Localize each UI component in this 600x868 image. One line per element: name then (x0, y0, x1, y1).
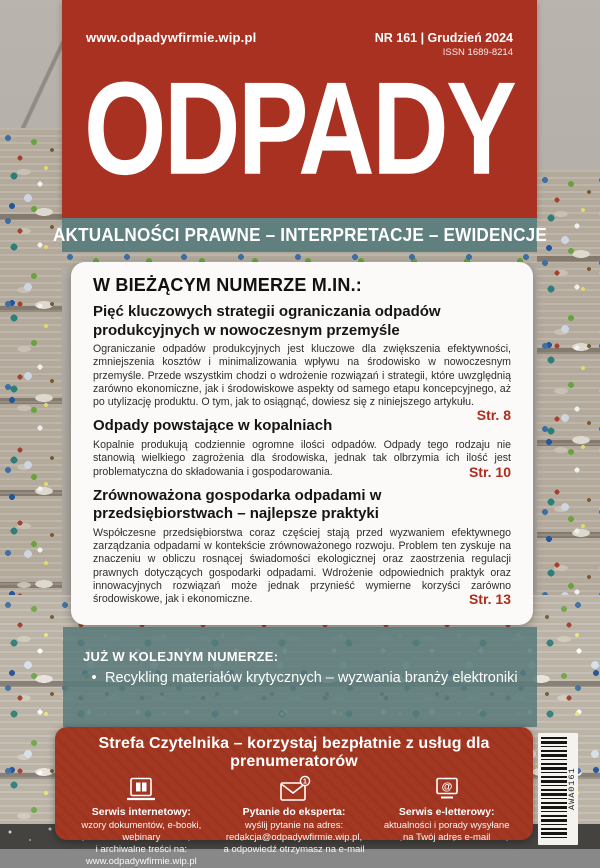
service-expert (218, 777, 371, 868)
service-line: i archiwalne treści na: (95, 843, 188, 855)
next-issue-item-text: Recykling materiałów krytycznych – wyzwania branży elektroniki (105, 670, 518, 686)
tagline-band (52, 218, 547, 252)
reader-zone (55, 727, 533, 867)
service-line: wzory dokumentów, e-booki, webinary (81, 820, 202, 843)
article-teaser (93, 303, 511, 424)
next-issue-heading: JUŻ W KOLEJNYM NUMERZE: (83, 649, 279, 664)
magazine-title: ODPADY (84, 55, 515, 203)
service-line: www.odpadywfirmie.wip.pl (85, 855, 197, 867)
page-reference: Str. 8 (476, 407, 511, 424)
service-web (65, 777, 218, 868)
service-newsletter (370, 777, 523, 868)
laptop-documents-icon (65, 777, 218, 803)
article-title: Pięć kluczowych strategii ograniczania odpadów produkcyjnych w nowoczesnym przemyśle (93, 303, 441, 339)
article-summary: Kopalnie produkują codziennie ogromne ilości odpadów. Odpady tego rodzaju nie stanowią wielkiego zagrożenia dla środowiska, jednak tak olbrzymia ich ilość jest problematyczna do składowania i gospodarowania. Str. 10 (93, 438, 511, 480)
page-reference: Str. 10 (468, 463, 511, 480)
service-line: wyślij pytanie na adres: (244, 820, 344, 832)
contents-heading: W BIEŻĄCYM NUMERZE M.IN.: (93, 275, 362, 295)
service-line: na Twój adres e-mail (402, 832, 491, 843)
reader-zone-heading: Strefa Czytelnika – korzystaj bezpłatnie z usług dla prenumeratorów (98, 735, 490, 770)
service-line: aktualności i porady wysyłane (383, 820, 510, 832)
article-summary: Współczesne przedsiębiorstwa coraz częściej stają przed wyzwaniem efektywnego zarządzania odpadami w kontekście zrównoważonego rozwoju. Problem ten zyskuje na znaczeniu w obliczu rosnącej świadomości ekologicznej oraz zaostrzenia regulacji prawnych dotyczących gospodarki odpadami. Wdrożenie odpowiednich praktyk oraz innowacyjnych rozwiązań może jednak przynieść wymierne korzyści zarówno środowiskowe, jak i ekonomiczne. Str. 13 (93, 526, 511, 608)
services-row (65, 777, 523, 868)
monitor-at-icon (370, 777, 523, 803)
next-issue-item (83, 670, 521, 686)
tagline-text: AKTUALNOŚCI PRAWNE – INTERPRETACJE – EWIDENCJE (52, 224, 547, 245)
service-title: Serwis internetowy: (91, 806, 191, 818)
article-title: Zrównoważona gospodarka odpadami w przedsiębiorstwach – najlepsze praktyki (93, 486, 382, 523)
masthead-top-bar (62, 0, 537, 60)
issue-number: NR 161 | Grudzień 2024 (374, 31, 513, 45)
service-title: Pytanie do eksperta: (242, 806, 346, 818)
article-title: Odpady powstające w kopalniach (93, 417, 333, 435)
barcode-code: AWA0161 (567, 767, 577, 811)
site-url: www.odpadywfirmie.wip.pl (86, 30, 257, 45)
page-reference: Str. 13 (468, 591, 511, 608)
badge-count: 1 (303, 778, 307, 786)
issn-number: ISSN 1689-8214 (442, 46, 513, 58)
masthead (62, 0, 537, 218)
article-teaser (93, 487, 511, 607)
contents-card (71, 262, 533, 625)
next-issue-band (63, 627, 537, 727)
service-line: a odpowiedź otrzymasz na e-mail (223, 843, 365, 855)
barcode-bars-icon (541, 737, 567, 841)
bullet-icon: • (91, 670, 97, 686)
article-summary: Ograniczanie odpadów produkcyjnych jest kluczowe dla zwiększenia efektywności, zmniejszenia kosztów i minimalizowania wpływu na środowisko w nowoczesnym przemyśle. Przede wszystkim chodzi o wdrożenie rozwiązań i strategii, które uwzględnią zarówno ekonomiczne, jak i środowiskowe aspekty od samego etapu koncepcyjnego, aż po utylizację produktu. O tym, jak to osiągnąć, dowiesz się z niniejszego artykułu. Str. 8 (93, 343, 511, 424)
service-title: Serwis e-letterowy: (398, 806, 495, 818)
article-teaser (93, 417, 511, 478)
envelope-notification-icon (218, 777, 371, 803)
barcode (538, 733, 578, 845)
at-glyph: @ (441, 781, 453, 793)
service-line: redakcja@odpadywfirmie.wip.pl, (225, 832, 363, 843)
